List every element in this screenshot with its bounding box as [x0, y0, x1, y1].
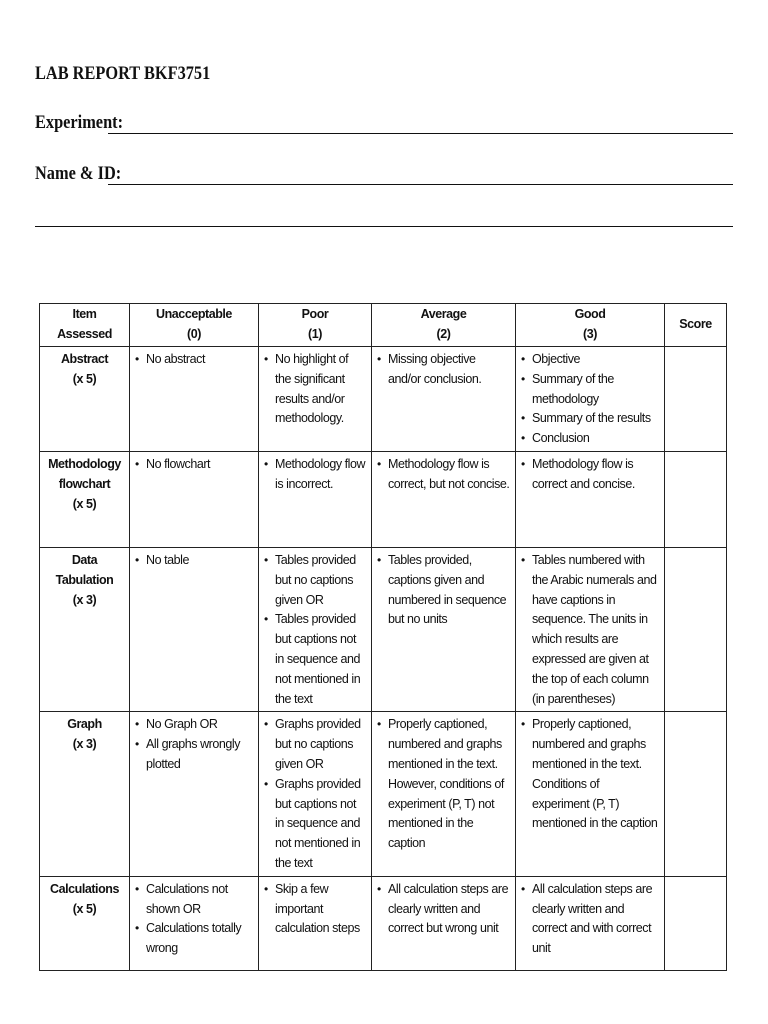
item-assessed-cell [40, 451, 130, 547]
experiment-fill-line[interactable] [108, 133, 733, 134]
column-header-label: Good [574, 307, 606, 322]
criterion-bullet: • Methodology flow is correct, but not concise. [377, 455, 510, 495]
good-cell [516, 876, 665, 970]
criterion-bullet: • No Graph OR [135, 715, 253, 735]
column-header-label: Average [420, 307, 467, 322]
score-cell[interactable] [665, 876, 727, 970]
item-name: Calculations [50, 881, 119, 896]
average-cell [372, 712, 516, 876]
rubric-row-data-tabulation [40, 547, 727, 711]
column-header-label: Score [679, 317, 712, 332]
good-cell [516, 451, 665, 547]
rubric-row-methodology-flowchart [40, 451, 727, 547]
unacceptable-cell [130, 712, 259, 876]
criterion-bullet: • Calculations not shown OR [135, 880, 253, 920]
criterion-bullet: • Objective [521, 350, 659, 370]
score-cell[interactable] [665, 347, 727, 452]
unacceptable-cell [130, 547, 259, 711]
good-cell [516, 547, 665, 711]
criterion-bullet: • Methodology flow is incorrect. [264, 455, 366, 495]
score-cell[interactable] [665, 547, 727, 711]
average-cell [372, 451, 516, 547]
criterion-bullet: • No highlight of the significant results and/or methodology. [264, 350, 366, 429]
item-name: Graph [67, 717, 102, 732]
criterion-bullet: • All calculation steps are clearly written and correct and with correct unit [521, 880, 659, 959]
unacceptable-cell [130, 347, 259, 452]
rubric-row-calculations [40, 876, 727, 970]
rubric-header-row [40, 304, 727, 347]
item-name: Data Tabulation [55, 552, 114, 587]
rubric-table [39, 303, 727, 971]
average-cell [372, 547, 516, 711]
criterion-bullet: • Calculations totally wrong [135, 919, 253, 959]
good-cell [516, 347, 665, 452]
column-header-good [516, 304, 665, 347]
blank-fill-line[interactable] [35, 226, 733, 227]
criterion-bullet: • Tables provided but no captions given OR [264, 551, 366, 610]
rubric-row-abstract [40, 347, 727, 452]
column-header-average [372, 304, 516, 347]
document-title: LAB REPORT BKF3751 [35, 63, 211, 84]
criterion-bullet: • Methodology flow is correct and concise. [521, 455, 659, 495]
item-assessed-cell [40, 547, 130, 711]
good-cell [516, 712, 665, 876]
criterion-bullet: • Conclusion [521, 429, 659, 449]
item-weight: (x 3) [72, 737, 97, 752]
poor-cell [259, 712, 372, 876]
name-id-label: Name & ID: [35, 163, 122, 184]
criterion-bullet: • Summary of the methodology [521, 370, 659, 410]
column-header-unacceptable [130, 304, 259, 347]
column-header-item-assessed [40, 304, 130, 347]
criterion-bullet: • Tables numbered with the Arabic numerals and have captions in sequence. The units in which results are expressed are given at the top of each column (in parentheses) [521, 551, 659, 709]
criterion-bullet: • Summary of the results [521, 409, 659, 429]
criterion-bullet: • All graphs wrongly plotted [135, 735, 253, 775]
criterion-bullet: • No abstract [135, 350, 253, 370]
column-header-label: Unacceptable [156, 307, 232, 322]
poor-cell [259, 547, 372, 711]
criterion-bullet: • All calculation steps are clearly written and correct but wrong unit [377, 880, 510, 939]
criterion-bullet: • Skip a few important calculation steps [264, 880, 366, 939]
criterion-bullet: • Properly captioned, numbered and graphs mentioned in the text. However, conditions of experiment (P, T) not mentioned in the caption [377, 715, 510, 854]
item-weight: (x 3) [72, 592, 97, 607]
name-id-fill-line[interactable] [108, 184, 733, 185]
column-header-label: Item Assessed [57, 307, 112, 341]
unacceptable-cell [130, 451, 259, 547]
average-cell [372, 347, 516, 452]
average-cell [372, 876, 516, 970]
item-weight: (x 5) [72, 371, 97, 386]
criterion-bullet: • No flowchart [135, 455, 253, 475]
rubric-row-graph [40, 712, 727, 876]
criterion-bullet: • Tables provided, captions given and numbered in sequence but no units [377, 551, 510, 630]
item-name: Methodology flowchart [48, 456, 121, 491]
criterion-bullet: • No table [135, 551, 253, 571]
column-header-points: (1) [308, 327, 322, 341]
column-header-points: (3) [583, 327, 597, 341]
column-header-label: Poor [301, 307, 329, 322]
criterion-bullet: • Tables provided but captions not in sequence and not mentioned in the text [264, 610, 366, 709]
poor-cell [259, 451, 372, 547]
column-header-score [665, 304, 727, 347]
column-header-points: (0) [187, 327, 201, 341]
item-name: Abstract [60, 352, 109, 366]
item-assessed-cell [40, 876, 130, 970]
criterion-bullet: • Missing objective and/or conclusion. [377, 350, 510, 390]
item-assessed-cell [40, 347, 130, 452]
criterion-bullet: • Properly captioned, numbered and graphs mentioned in the text. Conditions of experiment (P, T) mentioned in the caption [521, 715, 659, 834]
criterion-bullet: • Graphs provided but no captions given OR [264, 715, 366, 774]
poor-cell [259, 347, 372, 452]
item-weight: (x 5) [72, 901, 97, 916]
score-cell[interactable] [665, 712, 727, 876]
poor-cell [259, 876, 372, 970]
experiment-label: Experiment: [35, 112, 124, 133]
item-weight: (x 5) [72, 496, 97, 511]
criterion-bullet: • Graphs provided but captions not in sequence and not mentioned in the text [264, 775, 366, 874]
column-header-points: (2) [436, 327, 451, 341]
column-header-poor [259, 304, 372, 347]
score-cell[interactable] [665, 451, 727, 547]
item-assessed-cell [40, 712, 130, 876]
unacceptable-cell [130, 876, 259, 970]
